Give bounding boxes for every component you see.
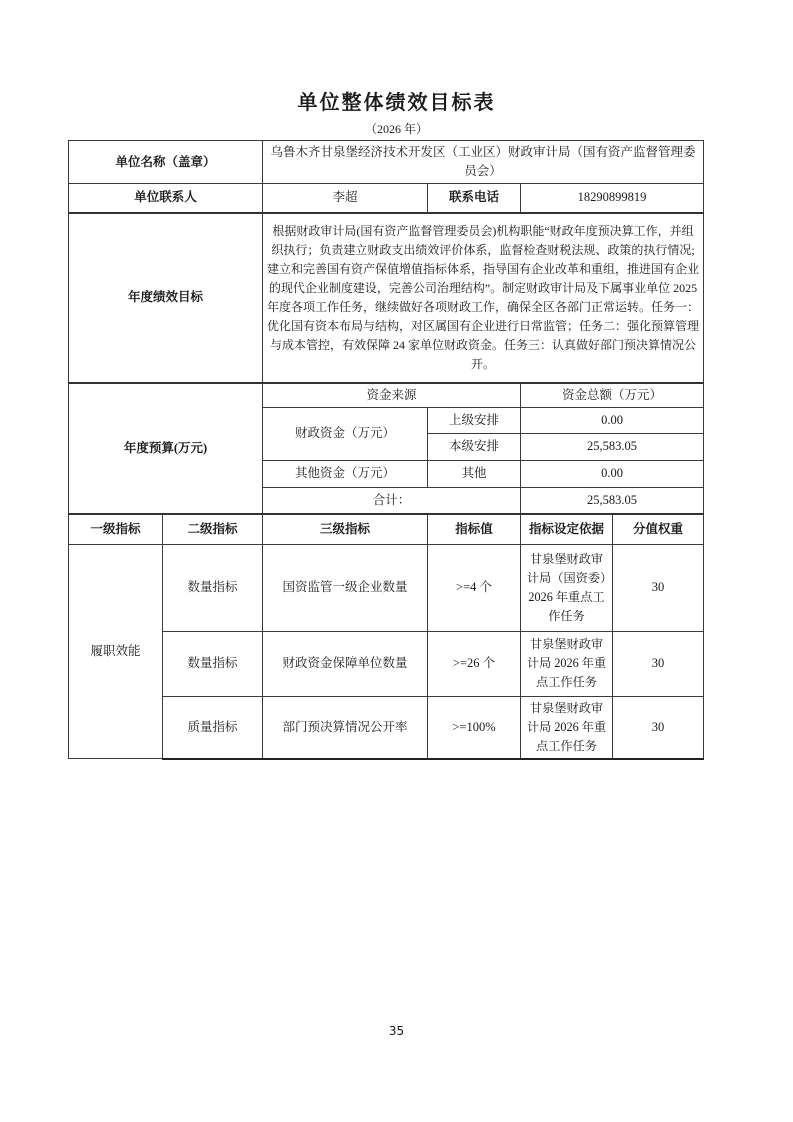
unit-name-value: 乌鲁木齐甘泉堡经济技术开发区（工业区）财政审计局（国有资产监督管理委员会） <box>263 141 704 184</box>
indicator-row <box>69 544 704 631</box>
indicator-row <box>69 631 704 696</box>
header-level3: 三级指标 <box>263 514 428 544</box>
indicator-basis: 甘泉堡财政审计局（国资委）2026 年重点工作任务 <box>521 544 613 631</box>
phone-value: 18290899819 <box>521 184 704 213</box>
indicator-weight: 30 <box>613 696 704 759</box>
indicator-basis: 甘泉堡财政审计局 2026 年重点工作任务 <box>521 696 613 759</box>
table-row <box>69 141 704 184</box>
header-value: 指标值 <box>428 514 521 544</box>
upper-level-value: 0.00 <box>521 407 704 433</box>
contact-label: 单位联系人 <box>69 184 263 213</box>
fund-total-header: 资金总额（万元） <box>521 383 704 408</box>
annual-goal-label: 年度绩效目标 <box>69 213 263 383</box>
indicator-value: >=4 个 <box>428 544 521 631</box>
performance-target-table <box>68 140 704 760</box>
page-title: 单位整体绩效目标表 <box>297 92 496 114</box>
header-weight: 分值权重 <box>613 514 704 544</box>
indicator-value: >=26 个 <box>428 631 521 696</box>
other-fund-label: 其他资金（万元） <box>263 460 428 487</box>
local-level-value: 25,583.05 <box>521 433 704 460</box>
indicator-level2: 数量指标 <box>163 631 263 696</box>
fiscal-fund-label: 财政资金（万元） <box>263 407 428 460</box>
table-row <box>69 184 704 213</box>
fund-source-header: 资金来源 <box>263 383 521 408</box>
indicator-basis: 甘泉堡财政审计局 2026 年重点工作任务 <box>521 631 613 696</box>
indicator-level2: 数量指标 <box>163 544 263 631</box>
indicator-level3: 国资监管一级企业数量 <box>263 544 428 631</box>
phone-label: 联系电话 <box>428 184 521 213</box>
indicator-level2: 质量指标 <box>163 696 263 759</box>
indicator-row <box>69 696 704 759</box>
unit-name-label: 单位名称（盖章） <box>69 141 263 184</box>
upper-level-label: 上级安排 <box>428 407 521 433</box>
indicator-weight: 30 <box>613 631 704 696</box>
contact-value: 李超 <box>263 184 428 213</box>
budget-total-label: 合计： <box>263 487 521 514</box>
other-sub-label: 其他 <box>428 460 521 487</box>
indicator-header-row <box>69 514 704 544</box>
local-level-label: 本级安排 <box>428 433 521 460</box>
budget-total-value: 25,583.05 <box>521 487 704 514</box>
table-row <box>69 213 704 383</box>
header-level1: 一级指标 <box>69 514 163 544</box>
budget-label: 年度预算(万元) <box>69 383 263 515</box>
table-row <box>69 383 704 408</box>
header-level2: 二级指标 <box>163 514 263 544</box>
page-subtitle: （2026 年） <box>364 122 428 136</box>
header-basis: 指标设定依据 <box>521 514 613 544</box>
indicator-level1: 履职效能 <box>69 544 163 759</box>
indicator-value: >=100% <box>428 696 521 759</box>
page-number: 35 <box>388 1024 405 1038</box>
indicator-weight: 30 <box>613 544 704 631</box>
other-fund-value: 0.00 <box>521 460 704 487</box>
indicator-level3: 财政资金保障单位数量 <box>263 631 428 696</box>
annual-goal-text: 根据财政审计局(国有资产监督管理委员会)机构职能“财政年度预决算工作，并组织执行；负责建立财政支出绩效评价体系，监督检查财税法规、政策的执行情况;建立和完善国有资产保值增值指标体系，指导国有企业改革和重组，推进国有企业的现代企业制度建设，完善公司治理结构”。制定财政审计局及下属事业单位 2025 年度各项工作任务，继续做好各项财政工作，确保全区各部门正常运转。任务一：优化国有资本布局与结构，对区属国有企业进行日常监管；任务二：强化预算管理与成本管控，有效保障 24 家单位财政资金。任务三：认真做好部门预决算情况公开。 <box>263 213 704 383</box>
indicator-level3: 部门预决算情况公开率 <box>263 696 428 759</box>
